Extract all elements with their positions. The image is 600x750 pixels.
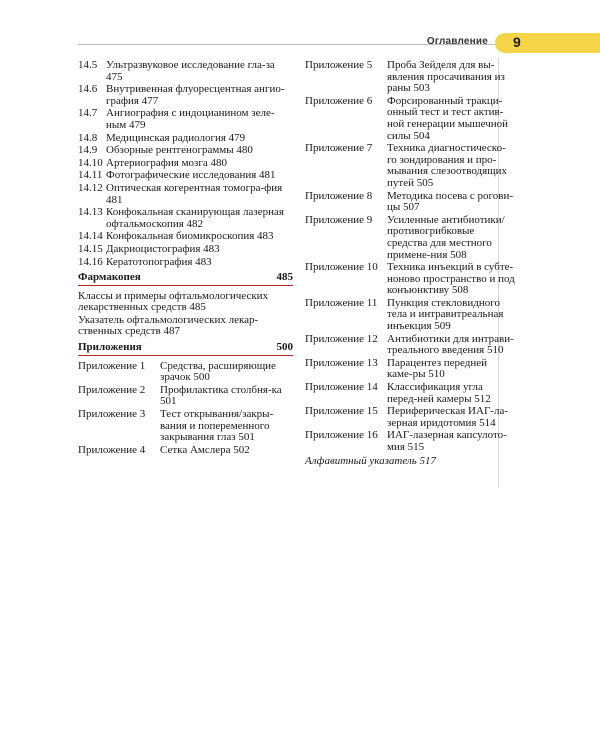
section-title: Приложения [78,341,142,354]
appendix-label: Приложение 2 [78,383,146,396]
entry-text: Усиленные антибиотики/ противогрибковые средства для местного примене-ния 508 [387,213,505,261]
alphabetical-index-entry[interactable]: Алфавитный указатель 517 [305,454,436,467]
toc-entry[interactable] [78,60,293,83]
section-page: 500 [276,341,293,354]
entry-text: Оптическая когерентная томогра-фия 481 [106,181,283,206]
section-title: Фармакопея [78,271,141,284]
entry-number: 14.13 [78,206,103,219]
toc-entry[interactable] [78,84,293,107]
entry-text: Обзорные рентгенограммы 480 [106,144,253,157]
appendix-label: Приложение 10 [305,261,378,274]
entry-text: Кератотопография 483 [106,255,212,268]
appendix-entry[interactable] [305,143,515,189]
appendix-label: Приложение 13 [305,356,378,369]
appendix-entry[interactable] [305,430,515,453]
entry-text: Пункция стекловидного тела и интравитреальная инъекция 509 [387,296,504,333]
entry-number: 14.7 [78,107,98,120]
toc-entry[interactable] [78,158,293,170]
entry-text: Техника инъекций в субте-ноново пространство и под конъюнктиву 508 [387,261,515,297]
appendix-label: Приложение 15 [305,405,378,418]
entry-number: 14.14 [78,230,103,243]
entry-text: Парацентез передней каме-ры 510 [387,356,488,381]
entry-number: 14.10 [78,156,103,169]
entry-text: Периферическая ИАГ-ла-зерная иридотомия 514 [387,405,508,429]
appendix-label: Приложение 16 [305,429,378,442]
entry-text: Артериография мозга 480 [106,156,228,169]
section-page: 485 [276,271,293,284]
appendix-entry[interactable] [305,60,515,95]
entry-text: Ультразвуковое исследование гла-за 475 [106,59,275,83]
entry-text: Средства, расширяющие зрачок 500 [160,359,276,384]
entry-text: Сетка Амслера 502 [160,443,250,456]
toc-right-column [305,60,515,467]
entry-text: Методика посева с рогови-цы 507 [387,189,514,214]
toc-entry[interactable] [78,133,293,145]
appendix-entry[interactable] [78,445,293,457]
appendix-entry[interactable] [305,191,515,214]
entry-number: 14.6 [78,83,98,96]
appendix-entry[interactable] [305,334,515,357]
running-header-title: Оглавление [426,36,488,47]
appendix-label: Приложение 7 [305,142,373,155]
entry-text: Техника диагностическо-го зондирования и про-мывания слезоотводящих путей 505 [387,142,508,189]
entry-number: 14.9 [78,144,98,157]
appendix-label: Приложение 14 [305,381,378,394]
toc-entry[interactable] [78,231,293,243]
appendix-entry[interactable] [305,298,515,333]
appendix-label: Приложение 8 [305,189,373,202]
entry-number: 14.12 [78,181,103,194]
entry-number: 14.16 [78,255,103,268]
entry-number: 14.5 [78,59,98,71]
appendix-entry[interactable] [305,358,515,381]
section-heading-appendices[interactable] [78,342,293,356]
entry-text: Конфокальная биомикроскопия 483 [106,230,274,243]
entry-text: Профилактика столбня-ка 501 [160,383,282,408]
entry-text: Дакриоцистография 483 [106,242,220,255]
appendix-label: Приложение 1 [78,359,146,372]
appendix-entry[interactable] [78,409,293,444]
appendix-label: Приложение 6 [305,94,373,107]
entry-text: Антибиотики для интрави-треального введения 510 [387,332,514,357]
toc-entry[interactable]: Указатель офтальмологических лекар-ственных средств 487 [78,313,259,338]
appendix-entry[interactable] [305,382,515,405]
appendix-entry[interactable] [305,406,515,429]
appendix-label: Приложение 9 [305,213,373,226]
appendix-label: Приложение 5 [305,59,373,71]
entry-text: Конфокальная сканирующая лазерная офтальмоскопия 482 [106,206,284,230]
appendix-entry[interactable] [305,215,515,261]
appendix-label: Приложение 11 [305,296,378,309]
appendix-entry[interactable] [78,385,293,408]
page-number: 9 [513,34,521,50]
toc-entry[interactable] [78,170,293,182]
entry-text: Внутривенная флуоресцентная ангио-графия 477 [106,83,285,107]
appendix-label: Приложение 3 [78,408,146,421]
appendix-entry[interactable] [78,361,293,384]
toc-left-column [78,60,293,457]
toc-entry[interactable] [78,145,293,157]
entry-number: 14.8 [78,131,98,144]
toc-entry[interactable] [78,244,293,256]
entry-number: 14.11 [78,169,103,182]
entry-text: ИАГ-лазерная капсулото-мия 515 [387,429,507,453]
toc-entry[interactable] [78,207,293,230]
section-heading-pharmacopeia[interactable] [78,272,293,286]
entry-text: Фотографические исследования 481 [106,169,276,182]
appendix-label: Приложение 4 [78,443,146,456]
entry-text: Форсированный тракци-онный тест и тест актив-ной генерации мышечной силы 504 [387,94,509,142]
page-number-tab [495,33,600,53]
entry-text: Классификация угла перед-ней камеры 512 [387,381,491,405]
appendix-entry[interactable] [305,262,515,297]
entry-text: Медицинская радиология 479 [106,131,246,144]
toc-entry[interactable] [78,257,293,269]
entry-text: Проба Зейделя для вы-явления просачивания из раны 503 [387,59,505,95]
entry-number: 14.15 [78,242,103,255]
appendix-label: Приложение 12 [305,332,378,345]
entry-text: Тест открывания/закры-вания и попеременного закрывания глаз 501 [160,408,274,444]
toc-entry[interactable] [78,183,293,206]
toc-entry[interactable] [78,108,293,131]
entry-text: Ангиография с индоцианином зеле-ным 479 [106,107,275,131]
appendix-entry[interactable] [305,96,515,142]
toc-entry[interactable]: Классы и примеры офтальмологических лекарственных средств 485 [78,289,269,314]
